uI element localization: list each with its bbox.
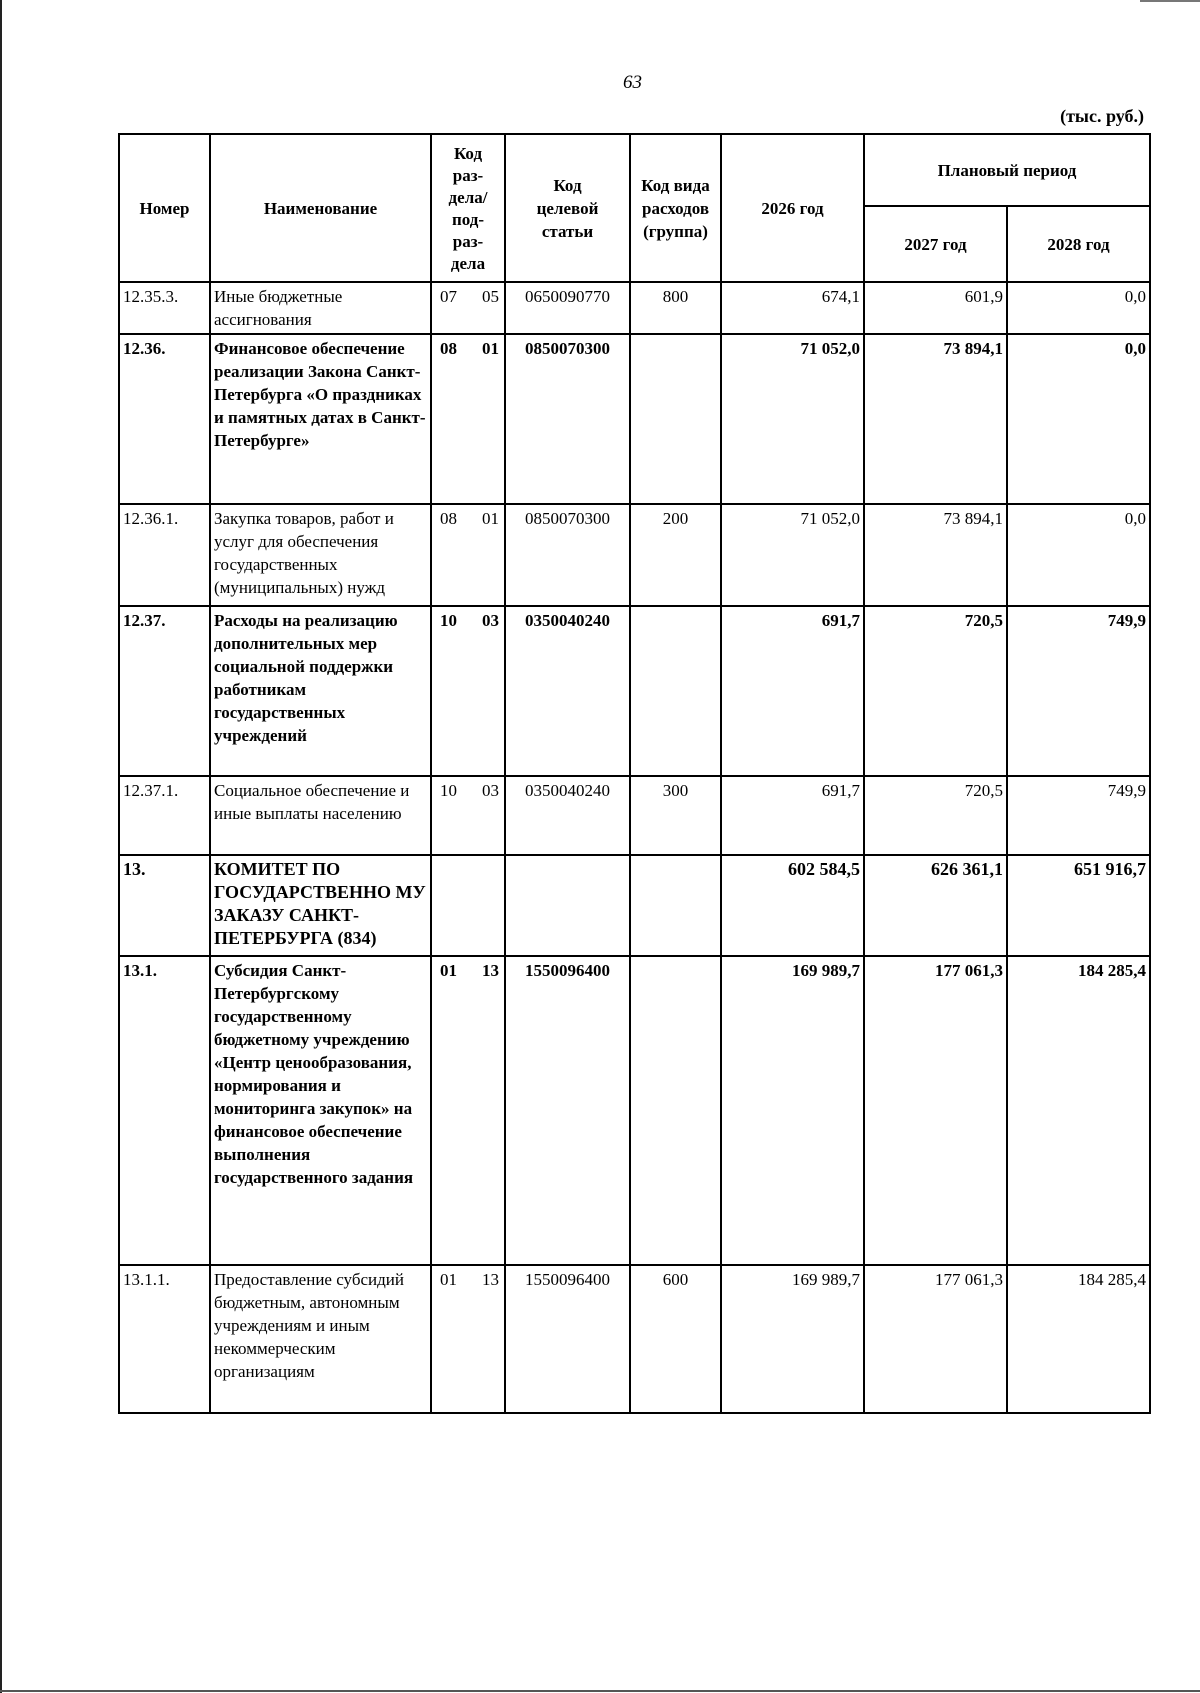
row-expense-code: 200 <box>630 504 721 606</box>
header-expense-line: расходов <box>642 199 709 218</box>
header-section-line: дела <box>450 253 486 273</box>
row-2026: 691,7 <box>721 776 864 855</box>
row-2027: 73 894,1 <box>864 334 1007 504</box>
units-label: (тыс. руб.) <box>1060 106 1144 126</box>
row-2028: 749,9 <box>1007 776 1150 855</box>
row-number: 13.1. <box>119 956 210 1265</box>
row-2026: 71 052,0 <box>721 334 864 504</box>
row-2026: 602 584,5 <box>721 855 864 956</box>
header-2026: 2026 год <box>721 134 864 282</box>
row-name: Расходы на реализацию дополнительных мер социальной поддержки работникам государственных учреждений <box>210 606 431 776</box>
header-2028: 2028 год <box>1007 206 1150 282</box>
row-section-code <box>431 282 505 334</box>
row-name: Предоставление субсидий бюджетным, автономным учреждениям и иным некоммерческим организациям <box>210 1265 431 1413</box>
row-target-code: 0850070300 <box>505 334 630 504</box>
row-section-code <box>431 776 505 855</box>
row-2026: 691,7 <box>721 606 864 776</box>
header-name: Наименование <box>210 134 431 282</box>
row-expense-code <box>630 334 721 504</box>
header-section-line: дела/ <box>448 187 488 207</box>
row-2028: 184 285,4 <box>1007 956 1150 1265</box>
row-number: 13.1.1. <box>119 1265 210 1413</box>
row-2028: 651 916,7 <box>1007 855 1150 956</box>
row-2026: 71 052,0 <box>721 504 864 606</box>
table-row <box>119 1265 1150 1413</box>
row-name: КОМИТЕТ ПО ГОСУДАРСТВЕННО МУ ЗАКАЗУ САНКТ-ПЕТЕРБУРГА (834) <box>210 855 431 956</box>
table-row <box>119 334 1150 504</box>
row-number: 12.37. <box>119 606 210 776</box>
row-2028: 0,0 <box>1007 334 1150 504</box>
section: 01 <box>440 961 457 980</box>
subsection: 05 <box>482 287 499 306</box>
row-2028: 749,9 <box>1007 606 1150 776</box>
row-section-code <box>431 855 505 956</box>
subsection: 13 <box>482 961 499 980</box>
row-target-code: 0850070300 <box>505 504 630 606</box>
row-expense-code: 600 <box>630 1265 721 1413</box>
table-row <box>119 855 1150 956</box>
row-number: 12.36.1. <box>119 504 210 606</box>
row-expense-code <box>630 956 721 1265</box>
header-section-code <box>431 134 505 282</box>
row-number: 12.36. <box>119 334 210 504</box>
row-target-code: 0350040240 <box>505 776 630 855</box>
subsection: 03 <box>482 781 499 800</box>
row-2028: 184 285,4 <box>1007 1265 1150 1413</box>
row-2026: 169 989,7 <box>721 956 864 1265</box>
section: 01 <box>440 1270 457 1289</box>
row-section-code <box>431 956 505 1265</box>
subsection: 13 <box>482 1270 499 1289</box>
row-section-code <box>431 504 505 606</box>
header-expense-line: Код вида <box>641 176 710 195</box>
scan-edge-left <box>0 0 2 1693</box>
header-section-line: Код <box>453 143 483 163</box>
row-number: 12.35.3. <box>119 282 210 334</box>
header-target-line: Код <box>553 176 582 195</box>
table-row <box>119 776 1150 855</box>
table-row <box>119 606 1150 776</box>
row-2027: 601,9 <box>864 282 1007 334</box>
header-target-code <box>505 134 630 282</box>
table-row <box>119 956 1150 1265</box>
row-section-code <box>431 334 505 504</box>
row-target-code <box>505 855 630 956</box>
row-2026: 674,1 <box>721 282 864 334</box>
row-2028: 0,0 <box>1007 282 1150 334</box>
row-2028: 0,0 <box>1007 504 1150 606</box>
header-planned-period: Плановый период <box>864 134 1150 206</box>
row-expense-code: 300 <box>630 776 721 855</box>
header-expense-line: (группа) <box>643 222 708 241</box>
row-section-code <box>431 606 505 776</box>
row-target-code: 1550096400 <box>505 1265 630 1413</box>
row-number: 13. <box>119 855 210 956</box>
section: 10 <box>440 611 457 630</box>
section: 07 <box>440 287 457 306</box>
row-target-code: 1550096400 <box>505 956 630 1265</box>
header-target-line: целевой <box>536 199 599 218</box>
subsection: 03 <box>482 611 499 630</box>
row-number: 12.37.1. <box>119 776 210 855</box>
row-2027: 73 894,1 <box>864 504 1007 606</box>
header-section-line: раз- <box>452 231 484 251</box>
header-number: Номер <box>119 134 210 282</box>
row-2027: 177 061,3 <box>864 956 1007 1265</box>
subsection: 01 <box>482 509 499 528</box>
table-row <box>119 504 1150 606</box>
row-name: Субсидия Санкт-Петербургскому государственному бюджетному учреждению «Центр ценообразования, нормирования и мониторинга закупок» на финансовое обеспечение выполнения государственного задания <box>210 956 431 1265</box>
budget-table <box>118 133 1151 1414</box>
row-expense-code: 800 <box>630 282 721 334</box>
row-expense-code <box>630 606 721 776</box>
header-section-line: раз- <box>452 165 484 185</box>
row-name: Закупка товаров, работ и услуг для обеспечения государственных (муниципальных) нужд <box>210 504 431 606</box>
scan-edge-bottom <box>0 1690 1200 1692</box>
row-2027: 720,5 <box>864 606 1007 776</box>
row-2027: 177 061,3 <box>864 1265 1007 1413</box>
row-2027: 626 361,1 <box>864 855 1007 956</box>
row-target-code: 0350040240 <box>505 606 630 776</box>
row-name: Финансовое обеспечение реализации Закона Санкт-Петербурга «О праздниках и памятных датах в Санкт-Петербурге» <box>210 334 431 504</box>
row-2027: 720,5 <box>864 776 1007 855</box>
section: 08 <box>440 509 457 528</box>
header-target-line: статьи <box>541 222 594 241</box>
row-2026: 169 989,7 <box>721 1265 864 1413</box>
row-name: Иные бюджетные ассигнования <box>210 282 431 334</box>
header-2027: 2027 год <box>864 206 1007 282</box>
row-section-code <box>431 1265 505 1413</box>
row-expense-code <box>630 855 721 956</box>
table-row <box>119 282 1150 334</box>
header-section-line: под- <box>451 209 485 229</box>
row-target-code: 0650090770 <box>505 282 630 334</box>
header-expense-code <box>630 134 721 282</box>
scan-edge-top <box>1140 0 1200 2</box>
page-number: 63 <box>623 72 642 93</box>
subsection: 01 <box>482 339 499 358</box>
row-name: Социальное обеспечение и иные выплаты населению <box>210 776 431 855</box>
section: 08 <box>440 339 457 358</box>
section: 10 <box>440 781 457 800</box>
